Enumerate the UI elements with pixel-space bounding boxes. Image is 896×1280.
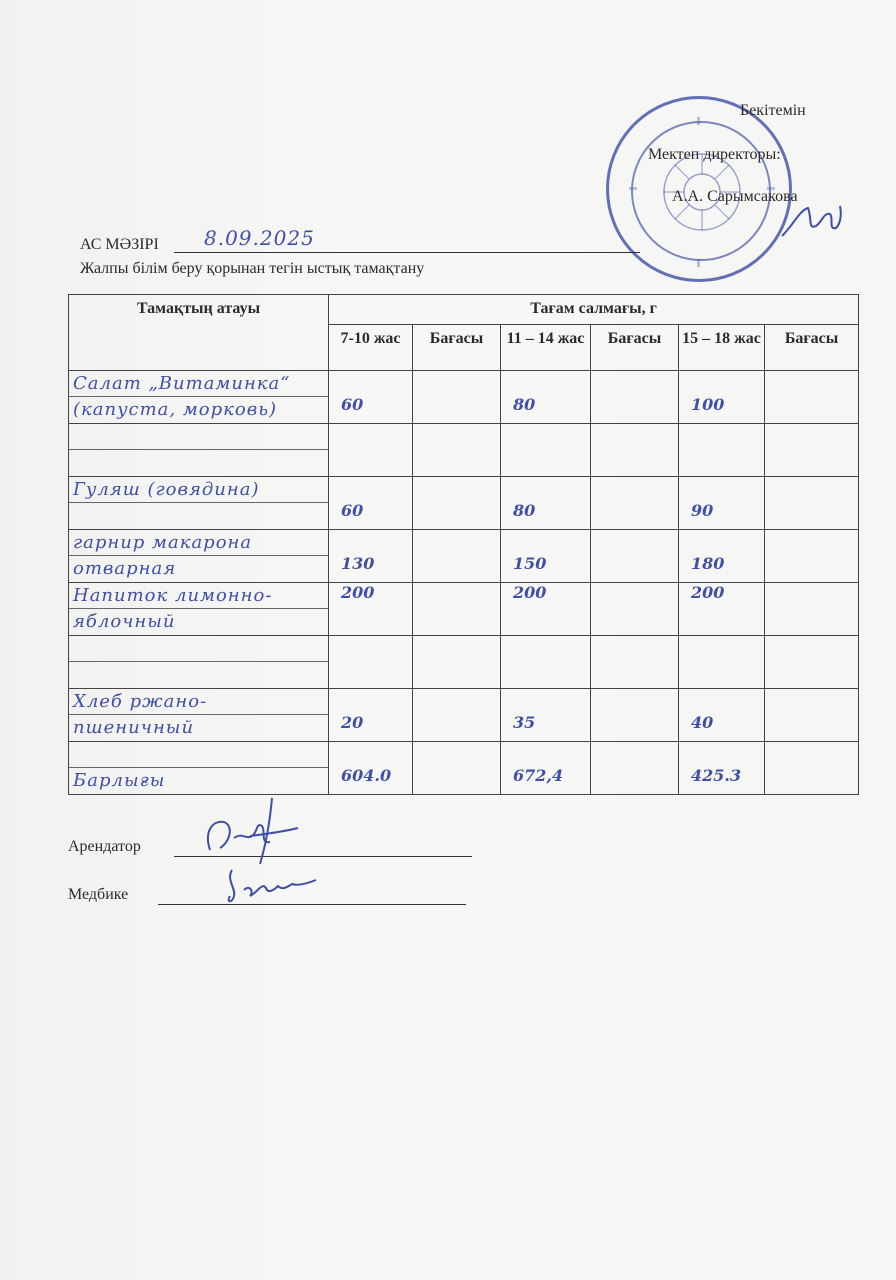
total-15-18: 425.3 (691, 766, 742, 785)
col-weight-header: Тағам салмағы, г (329, 295, 859, 325)
weight-15-18: 90 (691, 501, 714, 520)
dish-line: Салат „Витаминка“ (73, 373, 291, 394)
nurse-signature-icon (222, 860, 322, 910)
sub-header-price-3: Бағасы (765, 325, 859, 371)
table-row (69, 636, 859, 689)
menu-subtitle: Жалпы білім беру қорынан тегін ыстық тамақтану (80, 260, 425, 277)
weight-11-14: 200 (513, 583, 547, 602)
table-row-total (69, 742, 859, 795)
tenant-signature-icon (190, 792, 300, 866)
weight-15-18: 180 (691, 554, 725, 573)
table-row (69, 689, 859, 742)
nurse-label: Медбике (68, 886, 129, 903)
approval-position: Мектеп директоры: (648, 146, 781, 163)
total-7-10: 604.0 (341, 766, 392, 785)
weight-15-18: 100 (691, 395, 725, 414)
weight-15-18: 40 (691, 713, 714, 732)
table-row (69, 530, 859, 583)
tenant-label: Арендатор (68, 838, 141, 855)
menu-label: АС МӘЗІРІ (80, 236, 159, 253)
dish-line: Гуляш (говядина) (73, 479, 260, 500)
table-row (69, 424, 859, 477)
director-signature-icon (778, 196, 844, 246)
weight-11-14: 80 (513, 395, 536, 414)
dish-line: Напиток лимонно- (73, 585, 273, 606)
table-row (69, 477, 859, 530)
dish-line: пшеничный (73, 717, 195, 738)
col-dish-name-header: Тамақтың атауы (69, 295, 329, 371)
dish-line: (капуста, морковь) (73, 399, 278, 420)
dish-line: яблочный (73, 611, 176, 632)
weight-11-14: 80 (513, 501, 536, 520)
dish-line: гарнир макарона (73, 532, 253, 553)
menu-table (68, 294, 859, 795)
weight-7-10: 20 (341, 713, 364, 732)
table-row (69, 371, 859, 424)
approval-name: А.А. Сарымсакова (672, 188, 798, 205)
sub-header-price-1: Бағасы (413, 325, 501, 371)
sub-header-age-11-14: 11 – 14 жас (501, 325, 591, 371)
sub-header-age-15-18: 15 – 18 жас (679, 325, 765, 371)
dish-line: отварная (73, 558, 177, 579)
weight-11-14: 35 (513, 713, 536, 732)
table-row (69, 583, 859, 636)
total-11-14: 672,4 (513, 766, 564, 785)
dish-line: Хлеб ржано- (73, 691, 208, 712)
approval-title: Бекітемін (740, 102, 806, 119)
total-label: Барлығы (73, 770, 166, 791)
date-underline (174, 252, 640, 253)
menu-date: 8.09.2025 (204, 226, 315, 250)
weight-7-10: 60 (341, 501, 364, 520)
weight-15-18: 200 (691, 583, 725, 602)
weight-11-14: 150 (513, 554, 547, 573)
weight-7-10: 60 (341, 395, 364, 414)
weight-7-10: 130 (341, 554, 375, 573)
sub-header-age-7-10: 7-10 жас (329, 325, 413, 371)
weight-7-10: 200 (341, 583, 375, 602)
sub-header-price-2: Бағасы (591, 325, 679, 371)
